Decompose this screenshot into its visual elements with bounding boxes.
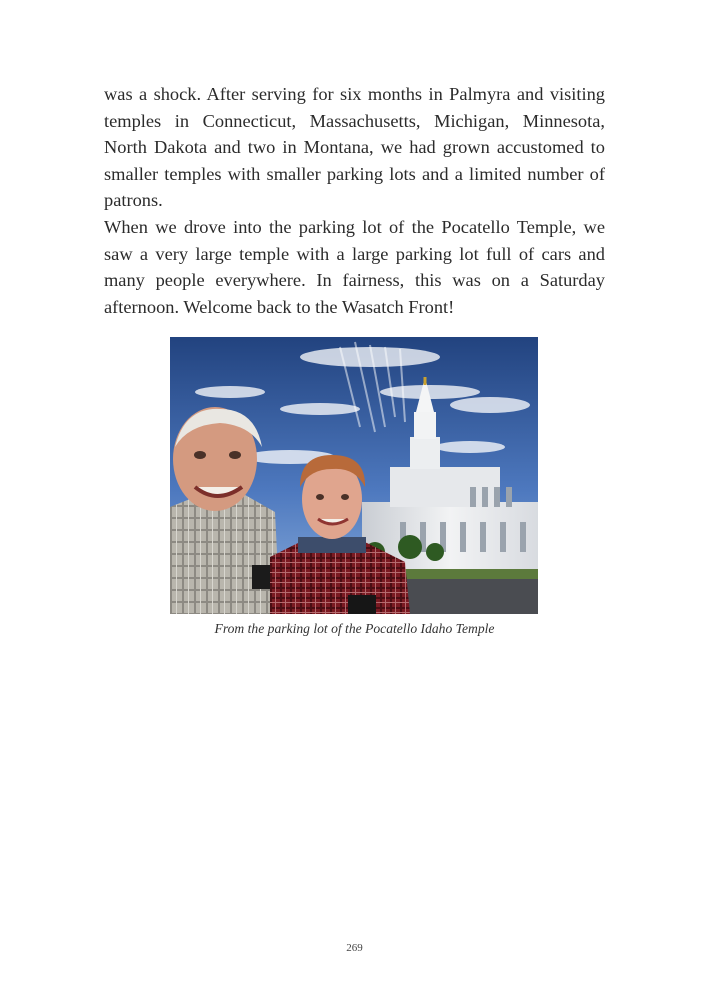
body-text <box>104 81 605 320</box>
paragraph: was a shock. After serving for six months in Palmyra and visiting temples in Connecticut, Massachusetts, Michigan, Minnesota, North Dakota and two in Montana, we had grown accustomed to smaller temples with smaller parking lots and a limited number of patrons. <box>104 84 605 211</box>
paragraph: When we drove into the parking lot of the Pocatello Temple, we saw a very large temple with a large parking lot full of cars and many people everywhere. In fairness, this was on a Saturday afternoon. Welcome back to the Wasatch Front! <box>104 216 605 317</box>
page-number: 269 <box>346 942 363 954</box>
figure-caption: From the parking lot of the Pocatello Idaho Temple <box>214 621 495 636</box>
temple-selfie-photo <box>170 337 538 614</box>
